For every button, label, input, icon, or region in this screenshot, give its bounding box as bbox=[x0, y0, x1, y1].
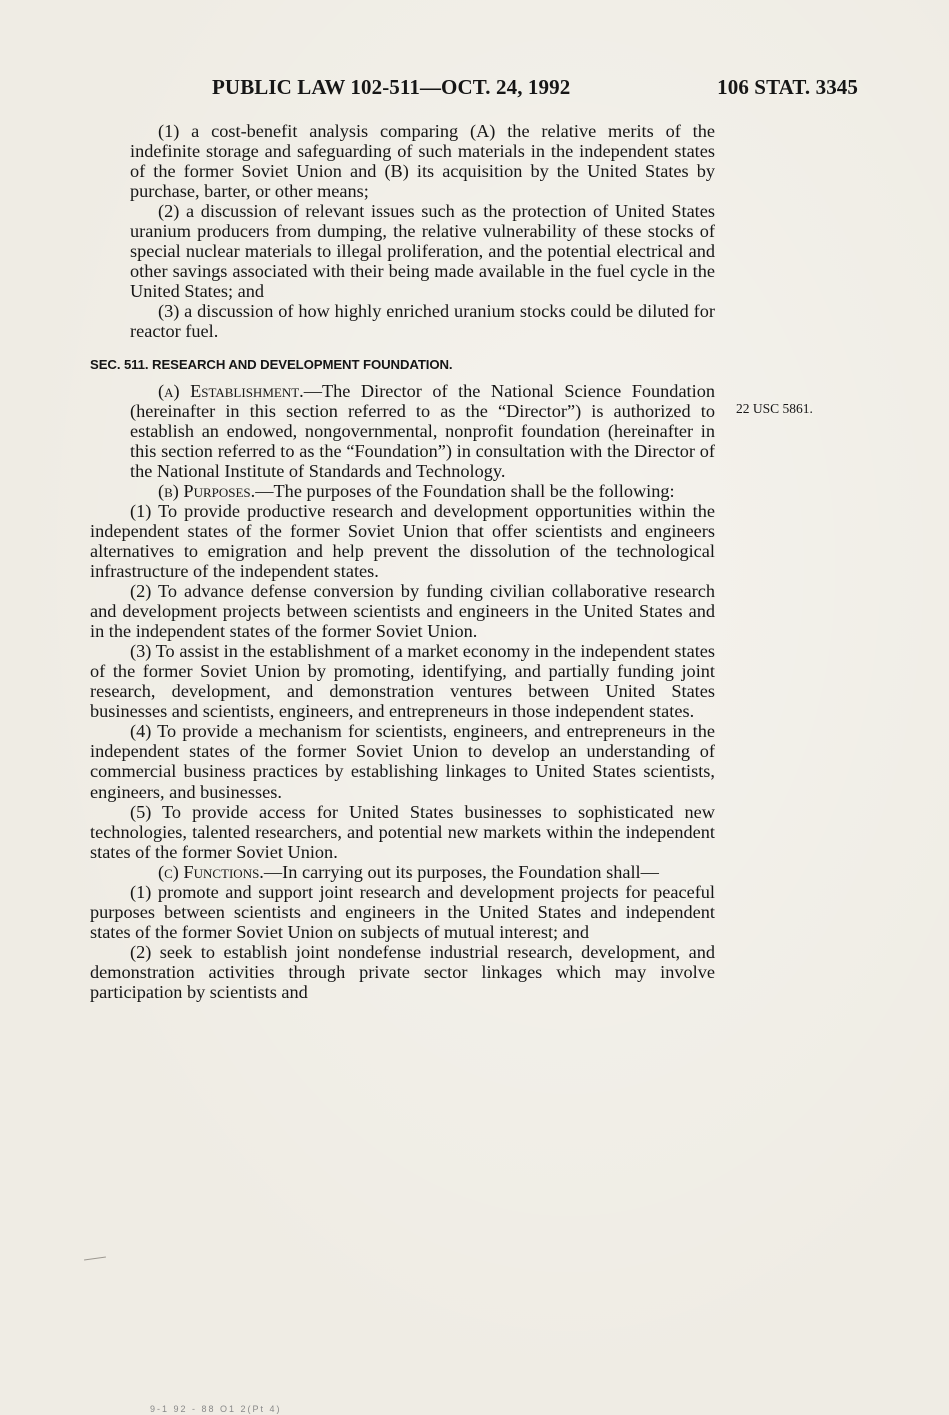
page-header bbox=[212, 75, 858, 103]
stat-page-number: 106 STAT. 3345 bbox=[717, 75, 858, 99]
purpose-item-1: (1) To provide productive research and development opportunities within the independent states of the former Soviet Union that offer scientists and engineers alternatives to emigration and help prevent the dissolution of the technological infrastructure of the independent states. bbox=[90, 500, 715, 581]
subsection-b-text: —The purposes of the Foundation shall be the following: bbox=[255, 480, 675, 501]
function-item-2: (2) seek to establish joint nondefense industrial research, development, and demonstration activities through private sector linkages which may involve participation by scientists and bbox=[90, 941, 715, 1002]
subsection-a-text: —The Director of the National Science Foundation (hereinafter in this section referred to as the “Director”) is authorized to establish an endowed, nongovernmental, nonprofit foundation (hereinafter in this section referred to as the “Foundation”) in consultation with the Director of the National Institute of Standards and Technology. bbox=[130, 380, 715, 481]
purpose-item-5: (5) To provide access for United States businesses to sophisticated new technologies, talented researchers, and potential new markets within the independent states of the former Soviet Union. bbox=[90, 801, 715, 862]
continuation-item-3: (3) a discussion of how highly enriched uranium stocks could be diluted for reactor fuel. bbox=[130, 301, 715, 342]
purpose-item-2: (2) To advance defense conversion by funding civilian collaborative research and development projects between scientists and engineers in the United States and in the independent states of the former Soviet Union. bbox=[90, 581, 715, 642]
subsection-b bbox=[130, 481, 715, 501]
subsection-c-label: (c) Functions. bbox=[158, 861, 264, 882]
continuation-item-2: (2) a discussion of relevant issues such as the protection of United States uranium producers from dumping, the relative vulnerability of these stocks of special nuclear materials to illegal proliferation, and the potential electrical and other savings associated with their being made available in the fuel cycle in the United States; and bbox=[130, 201, 715, 302]
section-heading: SEC. 511. RESEARCH AND DEVELOPMENT FOUNDATION. bbox=[90, 356, 453, 372]
function-item-1: (1) promote and support joint research and development projects for peaceful purposes between scientists and engineers in the United States and independent states of the former Soviet Union on subjects of mutual interest; and bbox=[90, 881, 715, 942]
continuation-item-1: (1) a cost-benefit analysis comparing (A) the relative merits of the indefinite storage and safeguarding of such materials in the independent states of the former Soviet Union and (B) its acquisition by the United States by purchase, barter, or other means; bbox=[130, 121, 715, 202]
purpose-item-3: (3) To assist in the establishment of a market economy in the independent states of the former Soviet Union by promoting, identifying, and partially funding joint research, development, and demonstration ventures between United States businesses and scientists, engineers, and entrepreneurs in those independent states. bbox=[90, 641, 715, 722]
subsection-c-text: —In carrying out its purposes, the Foundation shall— bbox=[263, 861, 659, 882]
subsection-a-label: (a) Establishment. bbox=[158, 380, 304, 401]
running-head: PUBLIC LAW 102-511—OCT. 24, 1992 bbox=[212, 75, 571, 99]
subsection-a bbox=[130, 381, 715, 481]
printer-footer-mark: 9-1 92 - 88 O1 2(Pt 4) bbox=[150, 1404, 282, 1414]
document-body bbox=[90, 121, 715, 1002]
scan-mark bbox=[84, 1256, 106, 1260]
purpose-item-4: (4) To provide a mechanism for scientists, engineers, and entrepreneurs in the independent states of the former Soviet Union to develop an understanding of commercial business practices by establishing linkages to United States scientists, engineers, and businesses. bbox=[90, 721, 715, 802]
subsection-b-label: (b) Purposes. bbox=[158, 480, 256, 501]
usc-margin-note: 22 USC 5861. bbox=[736, 401, 813, 416]
subsection-c bbox=[130, 862, 715, 882]
